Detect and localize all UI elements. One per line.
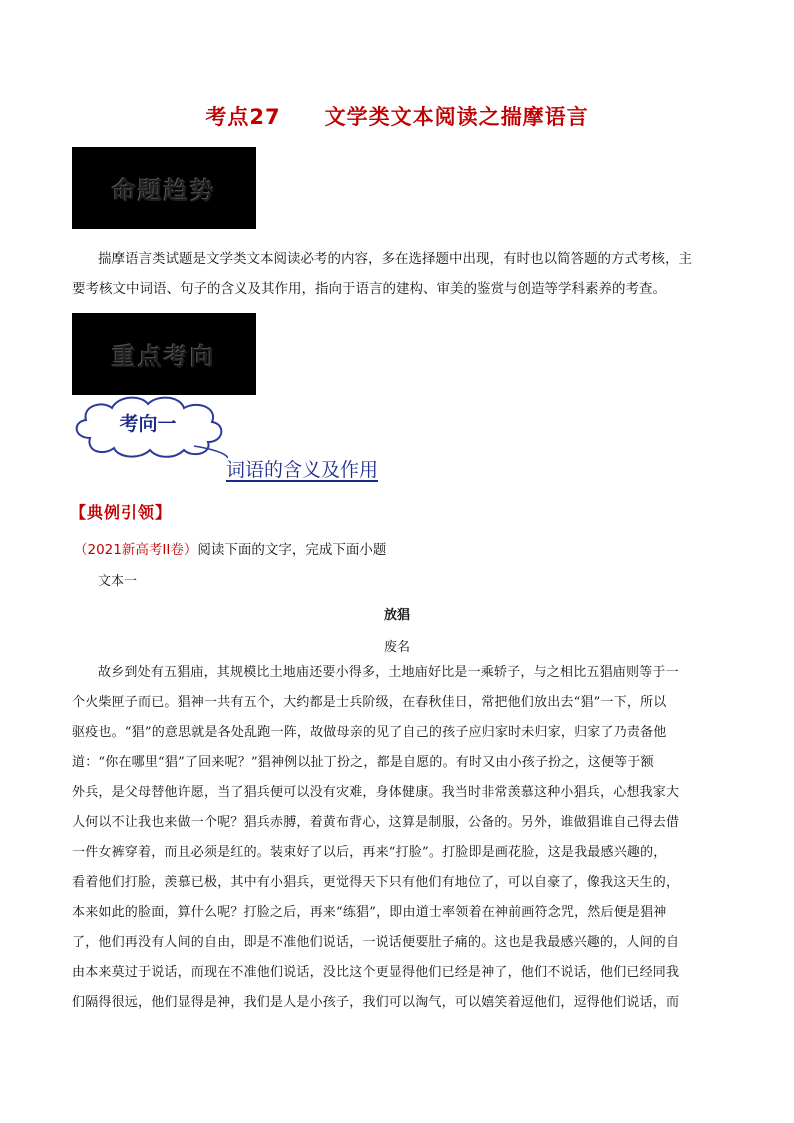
passage-body (72, 658, 722, 1018)
cloud-label: 考向一 (119, 412, 177, 435)
passage-line: 看着他们打脸，羡慕已极，其中有小猖兵，更觉得天下只有他们有地位了，可以自豪了，像我这天生的， (72, 875, 680, 890)
question-source-line (74, 538, 386, 558)
passage-line: 驱疫也。“猖”的意思就是各处乱跑一阵，故做母亲的见了自己的孩子应归家时未归家，归家了乃责备他 (72, 725, 667, 740)
banner-trend-label: 命题趋势 (112, 176, 216, 205)
question-source: （2021新高考II卷） (74, 542, 198, 558)
page-title: 考点27 文学类文本阅读之揣摩语言 (205, 105, 589, 129)
passage-line: 了，他们再没有人间的自由，即是不准他们说话，一说话便要肚子痛的。这也是我最感兴趣的，人间的自 (72, 935, 680, 950)
question-instruction: 阅读下面的文字，完成下面小题 (197, 542, 387, 558)
intro-paragraph (72, 244, 738, 304)
example-tag: 【典例引领】 (70, 503, 173, 522)
passage-line: 外兵，是父母替他许愿，当了猖兵便可以没有灾难，身体健康。我当时非常羡慕这种小猖兵，心想我家大 (72, 785, 680, 800)
intro-line-2: 要考核文中词语、句子的含义及其作用，指向于语言的建构、审美的鉴赏与创造等学科素养的考查。 (72, 281, 666, 297)
passage-line: 一件女裤穿着，而且必须是红的。装束好了以后，再来“打脸”。打脸即是画花脸，这是我最感兴趣的， (72, 845, 667, 860)
passage-line: 道：“你在哪里“猖”了回来呢？”猖神例以扯丁扮之，都是自愿的。有时又由小孩子扮之，这便等于额 (72, 755, 654, 770)
passage-line: 个火柴匣子而已。猖神一共有五个，大约都是士兵阶级，在春秋佳日，常把他们放出去“猖”一下，所以 (72, 695, 667, 710)
passage-line: 故乡到处有五猖庙，其规模比土地庙还要小得多，土地庙好比是一乘轿子，与之相比五猖庙则等于一 (98, 665, 679, 680)
passage-line: 们隔得很远，他们显得是神，我们是人是小孩子，我们可以淘气，可以嬉笑着逗他们，逗得他们说话，而 (72, 995, 680, 1010)
passage-line: 本来如此的脸面，算什么呢？打脸之后，再来“练猖”，即由道士率领着在神前画符念咒，然后便是猖神 (72, 905, 667, 920)
passage-line: 人何以不让我也来做一个呢？猖兵赤膊，着黄布背心，这算是制服，公备的。另外，谁做猖谁自己得去借 (72, 815, 680, 830)
text-label: 文本一 (98, 574, 138, 589)
section-heading: 词语的含义及作用 (226, 459, 379, 481)
banner-trend (72, 147, 256, 229)
passage-title: 放猖 (383, 608, 410, 623)
passage-author: 废名 (383, 640, 410, 655)
intro-line-1: 揣摩语言类试题是文学类文本阅读必考的内容，多在选择题中出现，有时也以简答题的方式考核，主 (98, 251, 692, 267)
banner-focus-label: 重点考向 (112, 342, 216, 371)
passage-line: 由本来莫过于说话，而现在不准他们说话，没比这个更显得他们已经是神了，他们不说话，他们已经同我 (72, 965, 680, 980)
banner-focus (72, 313, 256, 395)
